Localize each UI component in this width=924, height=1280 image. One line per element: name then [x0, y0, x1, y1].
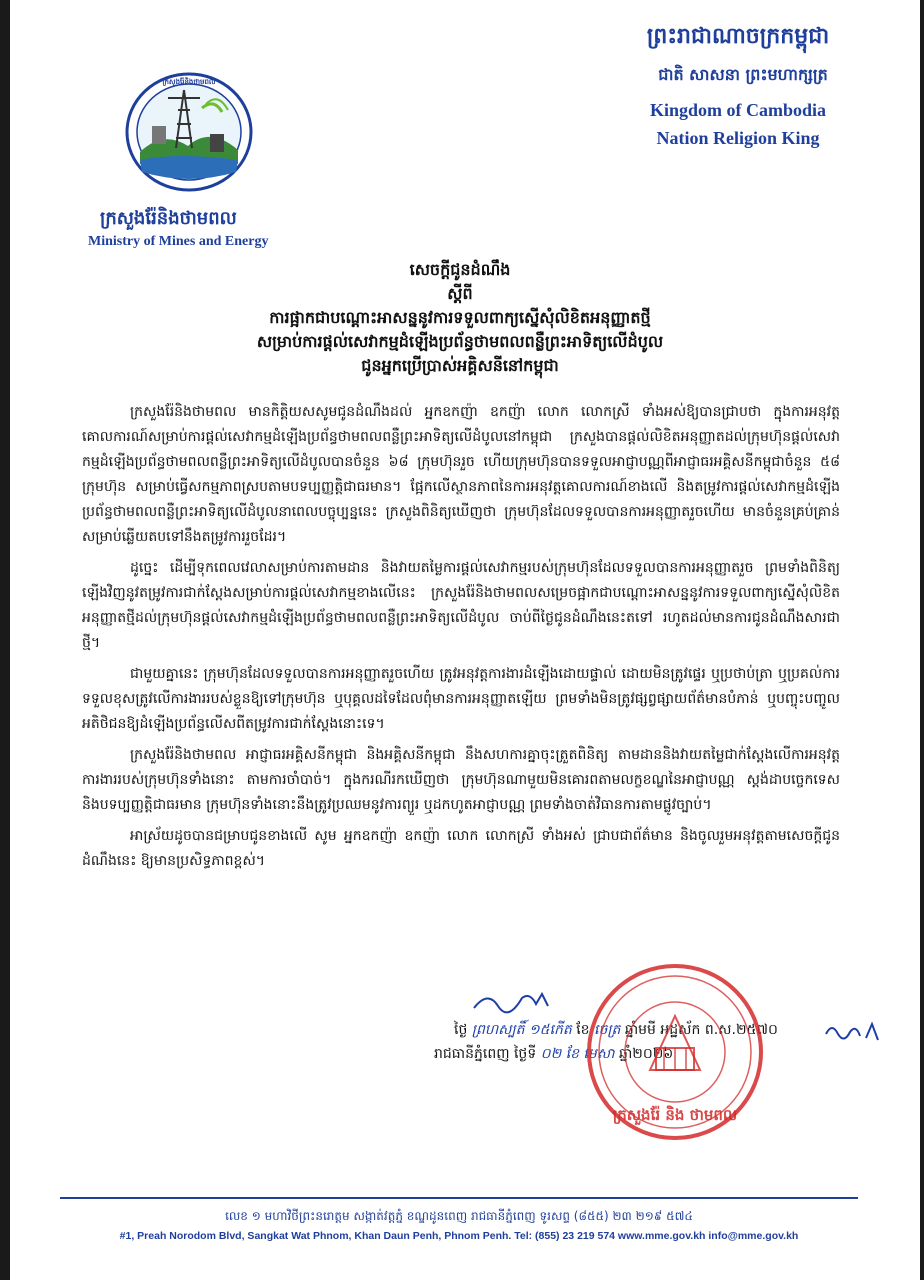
lunar-year: ឆ្នាំមមី អដ្ឋស័ក ព.ស.២៥៧០	[624, 1022, 778, 1038]
title-line-5: ជូនអ្នកប្រើប្រាស់អគ្គិសនីនៅកម្ពុជា	[361, 356, 559, 375]
national-motto-en: Nation Religion King	[656, 128, 820, 148]
paragraph-3: ជាមួយគ្នានេះ ក្រុមហ៊ុនដែលទទួលបានការអនុញ្ញាតរួចហើយ ត្រូវអនុវត្តការងារដំឡើងដោយផ្ទាល់ ដោយមិនត្រូវផ្ទេរ ឬប្រថាប់ត្រា ឬប្រគល់ការទទួលខុសត្រូវលើការងាររបស់ខ្លួនឱ្យទៅក្រុមហ៊ុន ឬបុគ្គលដទៃដែលពុំមានការអនុញ្ញាតឡើយ ព្រមទាំងមិនត្រូវផ្សព្វផ្សាយព័ត៌មានបំភាន់ ឬបញ្ចុះបញ្ចូលអតិថិជនឱ្យដំឡើងប្រព័ន្ធលើសពីតម្រូវការជាក់ស្តែងនោះទេ។	[82, 666, 840, 732]
kingdom-name-en: Kingdom of Cambodia	[649, 100, 827, 120]
svg-text:ក្រសួងរ៉ែនិងថាមពល: ក្រសួងរ៉ែនិងថាមពល	[162, 78, 216, 86]
paragraph-4: ក្រសួងរ៉ែនិងថាមពល អាជ្ញាធរអគ្គិសនីកម្ពុជា និងអគ្គិសនីកម្ពុជា នឹងសហការគ្នាចុះត្រួតពិនិត្យ តាមដាននិងវាយតម្លៃជាក់ស្តែងលើការអនុវត្តការងាររបស់ក្រុមហ៊ុនទាំងនោះ តាមការចាំបាច់។ ក្នុងករណីរកឃើញថា ក្រុមហ៊ុនណាមួយមិនគោរពតាមលក្ខខណ្ឌនៃអាជ្ញាបណ្ណ ស្តង់ដាបច្ចេកទេស និងបទប្បញ្ញត្តិជាធរមាន ក្រុមហ៊ុនទាំងនោះនឹងត្រូវប្រឈមនូវការព្យួរ ឬដកហូតអាជ្ញាបណ្ណ ព្រមទាំងចាត់វិធានការតាមផ្លូវច្បាប់។	[82, 747, 840, 813]
lunar-month-label: ខែ	[576, 1022, 590, 1038]
ministry-name-en: Ministry of Mines and Energy	[88, 234, 269, 249]
initials-mark	[822, 1018, 884, 1046]
notice-body	[82, 400, 840, 880]
official-seal-icon	[580, 960, 770, 1145]
ministry-logo-icon	[118, 68, 260, 196]
lunar-month-handwritten: ចេត្រ	[594, 1022, 621, 1038]
title-line-4: សម្រាប់ការផ្តល់សេវាកម្មដំឡើងប្រព័ន្ធថាមពលពន្លឺព្រះអាទិត្យលើដំបូល	[256, 332, 664, 351]
notice-title	[90, 258, 830, 378]
paragraph-5: អាស្រ័យដូចបានជម្រាបជូនខាងលើ សូម អ្នកឧកញ៉ា ឧកញ៉ា លោក លោកស្រី ទាំងអស់ ជ្រាបជាព័ត៌មាន និងចូលរួមអនុវត្តតាមសេចក្តីជូនដំណឹងនេះ ឱ្យមានប្រសិទ្ធភាពខ្ពស់។	[82, 828, 840, 869]
solar-day-handwritten: ០២ ខែ មេសា	[540, 1046, 615, 1062]
footer-address-kh: លេខ ១ មហាវិថីព្រះនរោត្តម សង្កាត់វត្តភ្នំ ខណ្ឌដូនពេញ រាជធានីភ្នំពេញ ទូរសព្ទ (៨៥៥) ២៣ ២១៩ ៥៧៤	[225, 1209, 693, 1223]
paragraph-2: ដូច្នេះ ដើម្បីទុកពេលវេលាសម្រាប់ការតាមដាន និងវាយតម្លៃការផ្តល់សេវាកម្មរបស់ក្រុមហ៊ុនដែលទទួលបានការអនុញ្ញាតរួច ព្រមទាំងពិនិត្យឡើងវិញនូវតម្រូវការជាក់ស្តែងសម្រាប់ការផ្តល់សេវាកម្មខាងលើនេះ ក្រសួងរ៉ែនិងថាមពលសម្រេចផ្អាកជាបណ្តោះអាសន្ននូវការទទួលពាក្យស្នើសុំលិខិតអនុញ្ញាតថ្មីដល់ក្រុមហ៊ុនផ្តល់សេវាកម្មដំឡើងប្រព័ន្ធថាមពលពន្លឺព្រះអាទិត្យលើដំបូល ចាប់ពីថ្ងៃជូនដំណឹងនេះតទៅ រហូតដល់មានការជូនដំណឹងសារជាថ្មី។	[82, 560, 840, 651]
footer-address-en: #1, Preah Norodom Blvd, Sangkat Wat Phnom, Khan Daun Penh, Phnom Penh. Tel: (855) 23 219 574 www.mme.gov.kh info@mme.gov.kh	[119, 1230, 799, 1242]
kingdom-name-kh: ព្រះរាជាណាចក្រកម្ពុជា	[646, 24, 830, 49]
ministry-name-kh: ក្រសួងរ៉ែនិងថាមពល	[100, 208, 237, 229]
footer-divider	[60, 1197, 858, 1199]
solar-prefix: រាជធានីភ្នំពេញ ថ្ងៃទី	[434, 1046, 537, 1062]
seal-text: ក្រសួងរ៉ែ និង ថាមពល	[612, 1106, 738, 1124]
title-line-1: សេចក្តីជូនដំណឹង	[409, 260, 511, 279]
paragraph-1: ក្រសួងរ៉ែនិងថាមពល មានកិត្តិយសសូមជូនដំណឹងដល់ អ្នកឧកញ៉ា ឧកញ៉ា លោក លោកស្រី ទាំងអស់ឱ្យបានជ្រាបថា ក្នុងការអនុវត្តគោលការណ៍សម្រាប់ការផ្តល់សេវាកម្មដំឡើងប្រព័ន្ធថាមពលពន្លឺព្រះអាទិត្យលើដំបូលនៅកម្ពុជា ក្រសួងបានផ្តល់លិខិតអនុញ្ញាតដល់ក្រុមហ៊ុនផ្តល់សេវាកម្មដំឡើងប្រព័ន្ធថាមពលពន្លឺព្រះអាទិត្យលើដំបូលបានចំនួន ៦៨ ក្រុមហ៊ុនរួច ហើយក្រុមហ៊ុនបានទទួលអាជ្ញាបណ្ណពីអាជ្ញាធរអគ្គិសនីកម្ពុជាចំនួន ៥៨ ក្រុមហ៊ុន សម្រាប់ធ្វើសកម្មភាពស្របតាមបទប្បញ្ញត្តិជាធរមាន។ ផ្អែកលើស្ថានភាពនៃការអនុវត្តគោលការណ៍ខាងលើ និងតម្រូវការផ្តល់សេវាកម្មដំឡើងប្រព័ន្ធថាមពលពន្លឺព្រះអាទិត្យលើដំបូលនាពេលបច្ចុប្បន្ននេះ ក្រសួងពិនិត្យឃើញថា ក្រុមហ៊ុនដែលទទួលបានការអនុញ្ញាតរួចហើយ មានចំនួនគ្រប់គ្រាន់សម្រាប់ឆ្លើយតបទៅនឹងតម្រូវការរួចដែរ។	[82, 404, 840, 545]
lunar-prefix: ថ្ងៃ	[454, 1022, 468, 1038]
title-line-3: ការផ្អាកជាបណ្តោះអាសន្ននូវការទទួលពាក្យស្នើសុំលិខិតអនុញ្ញាតថ្មី	[269, 308, 651, 327]
solar-year: ឆ្នាំ២០២៦	[618, 1046, 674, 1062]
title-line-2: ស្តីពី	[447, 284, 473, 303]
lunar-day-handwritten: ព្រហស្បតិ៍ ១៥កើត	[471, 1022, 572, 1038]
national-motto-kh: ជាតិ សាសនា ព្រះមហាក្សត្រ	[658, 65, 828, 84]
